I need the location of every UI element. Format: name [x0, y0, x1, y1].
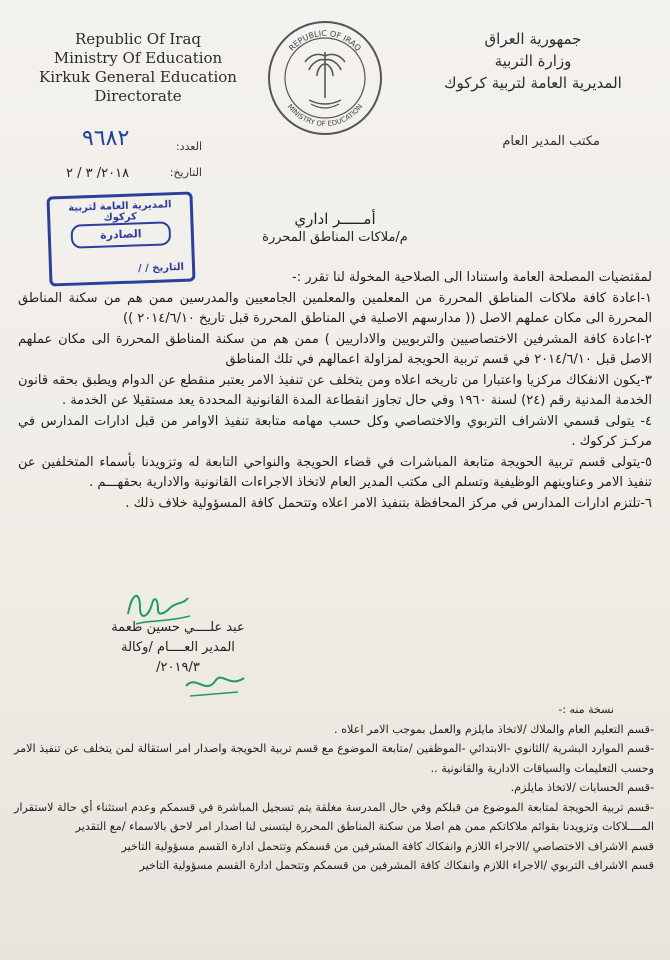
date-value: ٢٠١٨/ ٣ / ٢ [66, 166, 130, 181]
copy-line-2: -قسم الموارد البشرية /الثانوي -الابتدائي -الموظفين /متابعة الموضوع مع قسم تربية الحويجة واصدار امر استقالة لمن يتخلف عن تنفيذ الامر وحسب التعليمات والسياقات الادارية والقانونية .. [14, 742, 654, 775]
reference-block [62, 124, 202, 188]
body-item-5: ٥-يتولى قسم تربية الحويجة متابعة المباشرات في قضاء الحويجة والنواحي التابعة له وتزويدنا بأسماء المتخلفين عن تنفيذ الامر وعناوينهم الوظيفية وتسلم الى مكتب المدير العام لاتخاذ الاجراءات القانونية والادارية بحقهـــم . [18, 454, 652, 490]
english-letterhead [18, 30, 258, 106]
svg-text:REPUBLIC OF IRAQ: REPUBLIC OF IRAQ [287, 28, 363, 53]
body-item-4: ٤- يتولى قسمي الاشراف التربوي والاختصاصي وكل حسب مهامه متابعة تنفيذ الاوامر من قبل ادارات المدارس في مركـز كركوك . [18, 413, 652, 449]
number-label: العدد: [175, 140, 202, 153]
copy-line-4: -قسم تربية الحويجة لمتابعة الموضوع من قبلكم وفي حال المدرسة مغلقة يتم تسجيل المباشرة في قسمكم وعدم استثناء أي حالة لاستقرار المــــلاكات وتزويدنا بقوائم ملاكاتكم ممن هم اصلا من سكنة المناطق المحررة ليتسنى لنا اصدار امر لاحق بالاسماء /مع التقدير [14, 800, 654, 833]
body-item-2: ٢-اعادة كافة المشرفين الاختصاصيين والتربويين والاداريين ) ممن هم من سكنة المناطق المحررة الى مكان عملهم الاصل قبل ٢٠١٤/٦/١٠ في قسم تربية الحويجة لمزاولة اعمالهم في تلك المناطق [18, 331, 652, 367]
copy-line-5: قسم الاشراف الاختصاصي /الاجراء اللازم وانفكاك كافة المشرفين من قسمكم وتتحمل ادارة القسم مسؤولية التاخير [121, 839, 654, 853]
signature-date: ٢٠١٩/٣/ [156, 660, 200, 675]
arabic-letterhead [418, 28, 648, 94]
signatory-name: عبد علــــي حسين طعمة [111, 620, 245, 635]
copy-line-1: -قسم التعليم العام والملاك /لاتخاذ مايلزم والعمل بموجب الامر اعلاه . [334, 722, 654, 736]
stamp-line-3: التاريخ / / [137, 261, 185, 275]
copies-label: نسخة منه :- [558, 703, 614, 716]
copy-line-6: قسم الاشراف التربوي /الاجراء اللازم وانفكاك كافة المشرفين من قسمكم وتتحمل ادارة القسم مسؤولية التاخير [139, 859, 654, 872]
date-label: التاريخ: [169, 166, 202, 179]
number-value: ٩٦٨٢ [82, 126, 130, 151]
body-item-3: ٣-يكون الانفكاك مركزيا واعتبارا من تاريخه اعلاه ومن يتخلف عن تنفيذ الامر يعتبر منقطع عن الدوام ويطبق بحقه قانون الخدمة المدنية رقم (٢٤) لسنة ١٩٦٠ وفي حال تجاوز انقطاعة المدة القانونية المحددة يعد مستقيلا عن الخدمة . [18, 372, 652, 408]
copies-section [14, 700, 654, 876]
order-body [18, 268, 652, 514]
letterhead-ar-line-1: جمهورية العراق [484, 30, 582, 48]
copy-line-3: -قسم الحسابات /لاتخاذ مايلزم. [510, 781, 654, 794]
letterhead-ar-line-3: المديرية العامة لتربية كركوك [444, 74, 622, 92]
body-intro: لمقتضيات المصلحة العامة واستنادا الى الصلاحية المخولة لنا تقرر :- [292, 270, 652, 285]
initials-scribble-icon [180, 666, 250, 702]
body-item-1: ١-اعادة كافة ملاكات المناطق المحررة من المعلمين والمعلمين الجامعيين والمدرسين ممن هم من سكنة المناطق المحررة الى مكان عملهم الاصل (( مدارسهم الاصلية في المناطق المحررة قبل تاريخ ٢٠١٤/٦/١٠ )) [18, 290, 652, 326]
stamp-line-1: المديرية العامة لتربية كركوك [68, 199, 172, 224]
stamp-line-2: الصادرة [70, 221, 171, 248]
letterhead-en-line-1: Republic Of Iraq [74, 30, 202, 48]
letterhead-en-line-2: Ministry Of Education [53, 49, 223, 67]
svg-text:MINISTRY OF EDUCATION: MINISTRY OF EDUCATION [285, 102, 365, 129]
order-subject: م/ملاكات المناطق المحررة [262, 230, 408, 245]
office-label: مكتب المدير العام [502, 134, 600, 149]
ministry-seal-icon [265, 18, 385, 138]
order-title: أمـــــر اداري [294, 210, 376, 228]
letterhead-ar-line-2: وزارة التربية [494, 52, 572, 70]
letterhead-en-line-3: Kirkuk General Education Directorate [39, 68, 237, 105]
body-item-6: ٦-تلتزم ادارات المدارس في مركز المحافظة بتنفيذ الامر اعلاه وتتحمل كافة المسؤولية خلاف ذلك . [125, 495, 652, 511]
signatory-title: المدير العــــام /وكالة [121, 640, 235, 655]
